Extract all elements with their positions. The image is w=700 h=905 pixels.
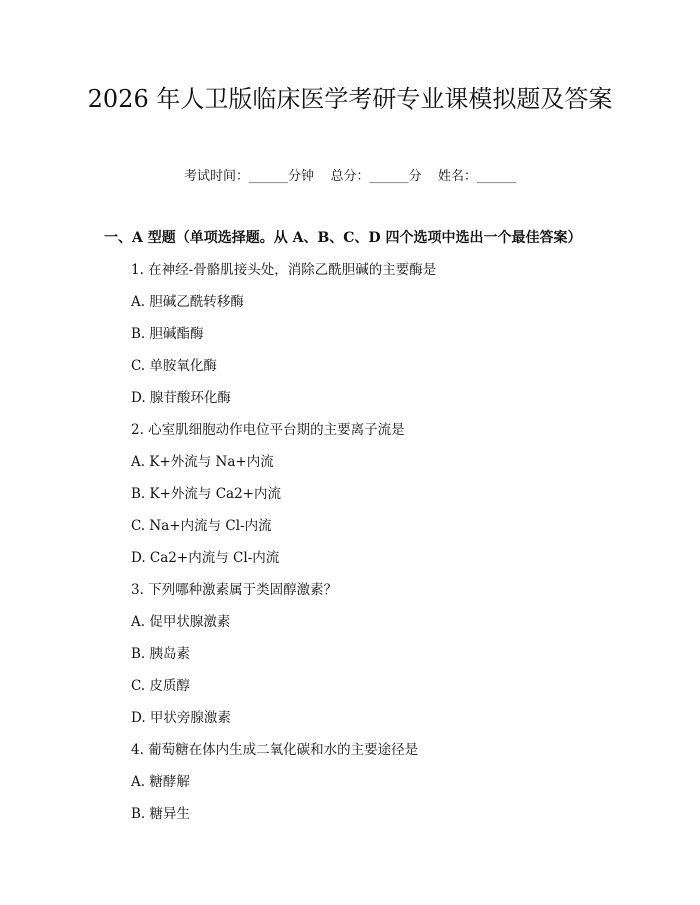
- exam-info-line: 考试时间：______分钟 总分：______分 姓名：______: [183, 169, 517, 184]
- answer-option: B. 胆碱酯酶: [131, 326, 204, 342]
- answer-option: C. 皮质醇: [131, 678, 190, 694]
- answer-option: A. 糖酵解: [131, 774, 190, 790]
- answer-option: B. K+外流与 Ca2+内流: [131, 486, 281, 502]
- answer-option: A. K+外流与 Na+内流: [131, 454, 274, 470]
- answer-option: C. Na+内流与 Cl-内流: [131, 518, 272, 534]
- answer-option: A. 促甲状腺激素: [131, 614, 231, 630]
- answer-option: A. 胆碱乙酰转移酶: [131, 294, 244, 310]
- answer-option: D. 腺苷酸环化酶: [131, 390, 231, 406]
- question-stem: 1. 在神经-骨骼肌接头处，消除乙酰胆碱的主要酶是: [131, 262, 437, 278]
- answer-option: B. 胰岛素: [131, 646, 191, 662]
- answer-option: B. 糖异生: [131, 806, 191, 822]
- document-title: 2026 年人卫版临床医学考研专业课模拟题及答案: [87, 85, 613, 113]
- answer-option: D. 甲状旁腺激素: [131, 710, 231, 726]
- answer-option: C. 单胺氧化酶: [131, 358, 217, 374]
- question-stem: 2. 心室肌细胞动作电位平台期的主要离子流是: [131, 422, 405, 438]
- question-stem: 3. 下列哪种激素属于类固醇激素？: [131, 582, 338, 598]
- answer-option: D. Ca2+内流与 Cl-内流: [131, 550, 280, 566]
- section-heading: 一、A 型题（单项选择题。从 A、B、C、D 四个选项中选出一个最佳答案）: [104, 230, 582, 246]
- question-stem: 4. 葡萄糖在体内生成二氧化碳和水的主要途径是: [131, 742, 419, 758]
